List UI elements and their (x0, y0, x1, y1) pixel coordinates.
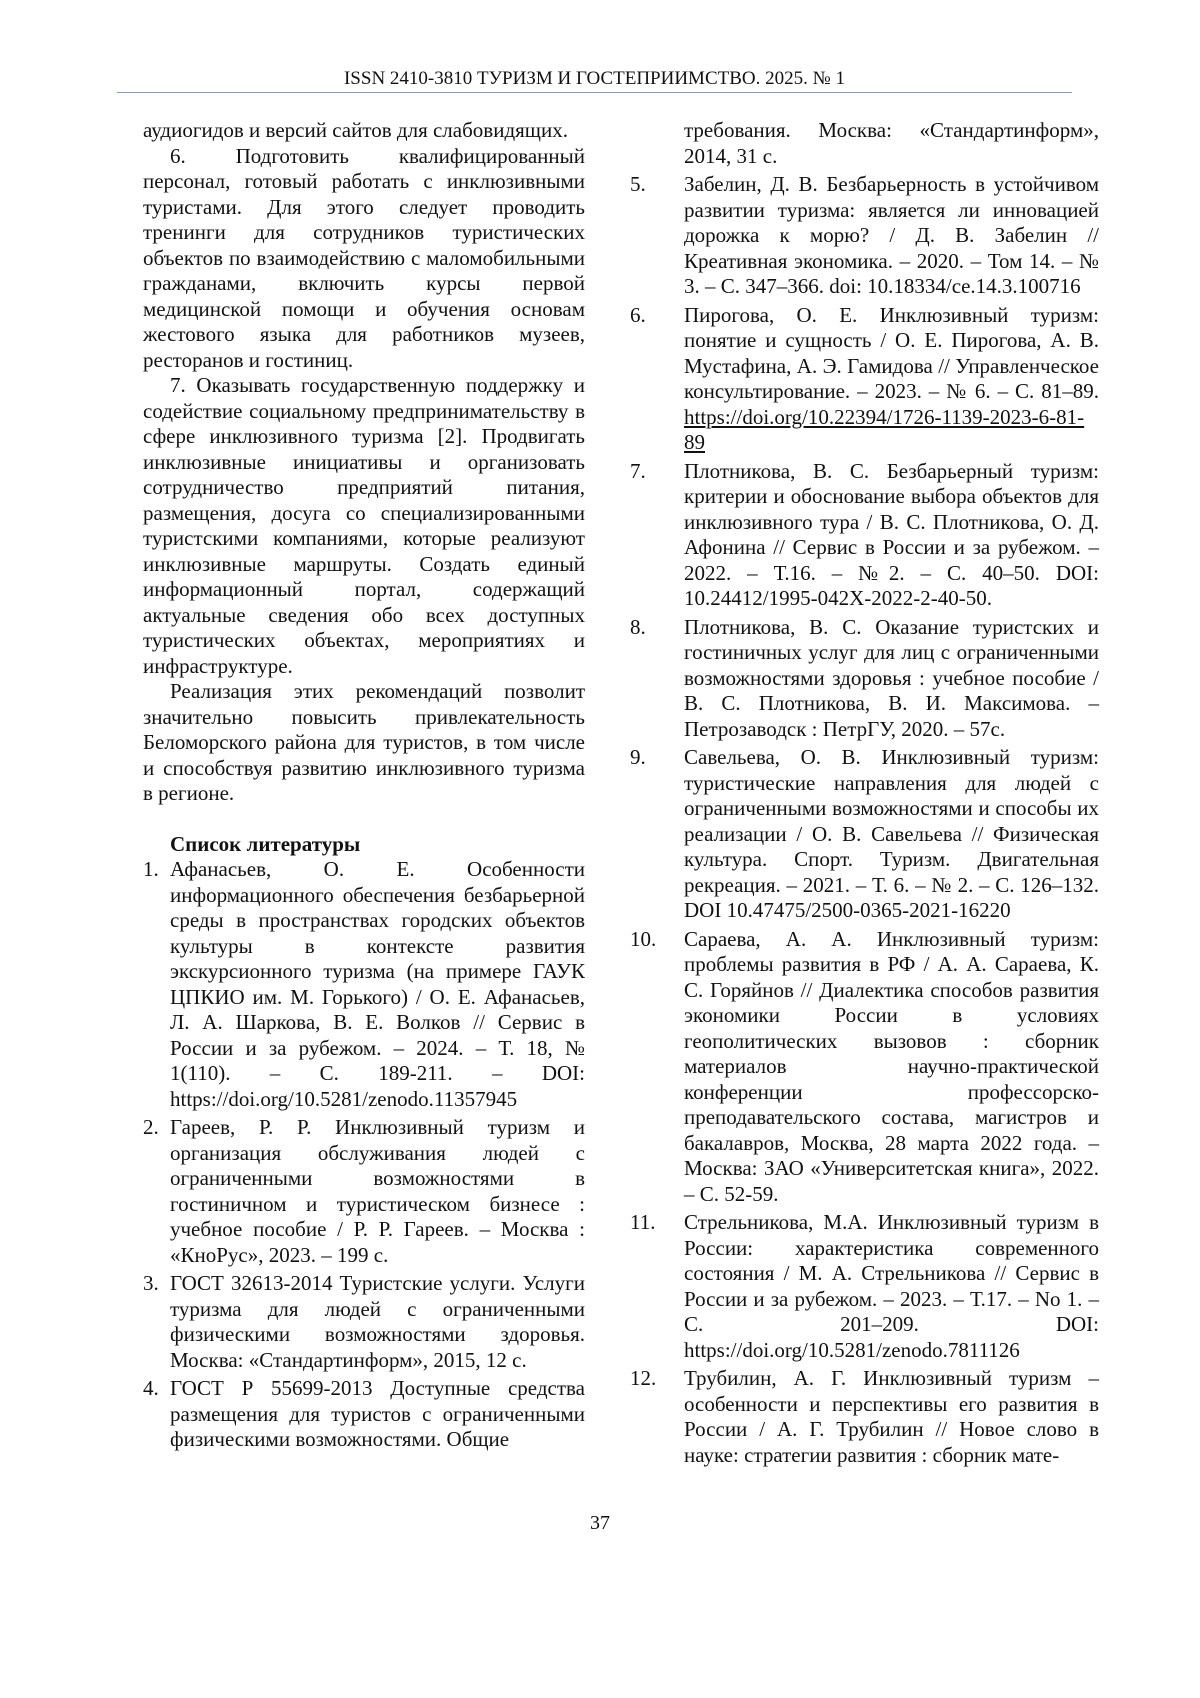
reference-number: 3. (143, 1271, 159, 1295)
references-list-left (143, 857, 585, 1453)
reference-item-4 (143, 1376, 585, 1453)
reference-number: 6. (630, 302, 646, 327)
reference-number: 7. (630, 458, 646, 483)
reference-item-1 (143, 857, 585, 1112)
page-number: 37 (590, 1512, 610, 1534)
reference-number: 11. (630, 1210, 656, 1234)
reference-text: Пирогова, О. Е. Инклюзивный туризм: понятие и сущность / О. Е. Пирогова, А. В. Мустафина, А. Э. Гамидова // Управленческое консультирование. – 2023. – № 6. – С. 81–89. (684, 302, 1099, 403)
reference-item-7 (630, 458, 1099, 612)
reference-doi-link[interactable]: https://doi.org/10.22394/1726-1139-2023-6-81-89 (684, 404, 1085, 454)
reference-text: Афанасьев, О. Е. Особенности информационного обеспечения безбарьерной среды в пространствах городских объектов культуры в контексте развития экскурсионного туризма (на примере ГАУК ЦПКИО им. М. Горького) / О. Е. Афанасьев, Л. А. Шаркова, В. Е. Волков // Сервис в России и за рубежом. – 2024. – Т. 18, № 1(110). – С. 189-211. – DOI: https://doi.org/10.5281/zenodo.11357945 (170, 857, 585, 1111)
reference-item-6 (630, 302, 1099, 456)
reference-number: 5. (630, 172, 646, 196)
right-column (630, 118, 1099, 1471)
reference-item-10 (630, 926, 1099, 1208)
recommendation-7: 7. Оказывать государственную поддержку и содействие социальному предпринимательству в сфере инклюзивного туризма [2]. Продвигать инклюзивные инициативы и организовать сотрудничество предприятий питания, размещения, досуга со специализированными туристскими компаниями, которые реализуют инклюзивные маршруты. Создать единый информационный портал, содержащий актуальные сведения обо всех доступных туристических объектах, мероприятиях и инфраструктуре. (143, 373, 585, 678)
references-heading: Список литературы (170, 831, 361, 856)
reference-text: Забелин, Д. В. Безбарьерность в устойчивом развитии туризма: является ли инновацией дорожка к морю? / Д. В. Забелин // Креативная экономика. – 2020. – Том 14. – № 3. – С. 347–366. doi: 10.18334/ce.14.3.100716 (684, 172, 1099, 298)
reference-item-9 (630, 745, 1099, 924)
reference-item-12 (630, 1366, 1099, 1468)
reference-text: Плотникова, В. С. Безбарьерный туризм: критерии и обоснование выбора объектов для инклюзивного тура / В. С. Плотникова, О. Д. Афонина // Сервис в России и за рубежом. –2022. – Т.16. – №2. – С. 40–50. DOI: 10.24412/1995-042X-2022-2-40-50. (684, 458, 1099, 610)
conclusion-paragraph: Реализация этих рекомендаций позволит значительно повысить привлекательность Беломорского района для туристов, в том числе и способствуя развитию инклюзивного туризма в регионе. (143, 679, 585, 805)
reference-item-5 (630, 172, 1099, 300)
reference-item-3 (143, 1271, 585, 1373)
reference-item-11 (630, 1210, 1099, 1363)
reference-text: ГОСТ 32613-2014 Туристские услуги. Услуги туризма для людей с ограниченными физическими возможностями здоровья. Москва: «Стандартинформ», 2015, 12 с. (170, 1271, 585, 1372)
reference-text: Савельева, О. В. Инклюзивный туризм: туристические направления для людей с ограниченными возможностями и способы их реализации / О. В. Савельева // Физическая культура. Спорт. Туризм. Двигательная рекреация. – 2021. – Т. 6. – № 2. – С. 126–132. DOI 10.47475/2500-0365-2021-16220 (684, 745, 1099, 922)
reference-text: Сараева, А. А. Инклюзивный туризм: проблемы развития в РФ / А. А. Сараева, К. С. Горяйнов // Диалектика способов развития экономики России в условиях геополитических вызовов : сборник материалов научно-практической конференции профессорско-преподавательского состава, магистров и бакалавров, Москва, 28 марта 2022 года. – Москва: ЗАО «Университетская книга», 2022. – С. 52-59. (684, 926, 1099, 1206)
recommendation-6: 6. Подготовить квалифицированный персонал, готовый работать с инклюзивными туристами. Для этого следует проводить тренинги для сотрудников туристических объектов по взаимодействию с маломобильными гражданами, включить курсы первой медицинской помощи и обучения основам жестового языка для работников музеев, ресторанов и гостиниц. (143, 143, 585, 372)
reference-text: Стрельникова, М.А. Инклюзивный туризм в России: характеристика современного состояния / М. А. Стрельникова // Сервис в России и за рубежом. – 2023. – Т.17. – No 1. – С. 201–209. DOI: https://doi.org/10.5281/zenodo.7811126 (684, 1210, 1099, 1362)
header-rule (117, 92, 1072, 93)
reference-item-8 (630, 614, 1099, 743)
continued-paragraph: аудиогидов и версий сайтов для слабовидящих. (143, 118, 568, 142)
reference-text: требования. Москва: «Стандартинформ», 2014, 31 с. (684, 118, 1099, 168)
reference-item-2 (143, 1115, 585, 1268)
left-column (143, 118, 585, 1456)
reference-item-4-continued (657, 118, 1099, 169)
reference-text: Трубилин, А. Г. Инклюзивный туризм – особенности и перспективы его развития в России / А. Г. Трубилин // Новое слово в науке: стратегии развития : сборник мате- (684, 1366, 1099, 1467)
reference-number: 4. (143, 1376, 159, 1400)
reference-text: Гареев, Р. Р. Инклюзивный туризм и организация обслуживания людей с ограниченными возможностями в гостиничном и туристическом бизнесе : учебное пособие / Р. Р. Гареев. – Москва : «КноРус», 2023. – 199 с. (170, 1115, 585, 1267)
reference-text: Плотникова, В. С. Оказание туристских и гостиничных услуг для лиц с ограниченными возможностями здоровья : учебное пособие / В. С. Плотникова, В. И. Максимова. – Петрозаводск : ПетрГУ, 2020. – 57с. (684, 614, 1099, 741)
reference-number: 12. (630, 1366, 657, 1390)
reference-text: ГОСТ Р 55699-2013 Доступные средства размещения для туристов с ограниченными физическими возможностями. Общие (170, 1376, 585, 1451)
reference-number: 9. (630, 745, 646, 769)
reference-number: 2. (143, 1115, 159, 1139)
reference-number: 1. (143, 857, 159, 881)
reference-number: 10. (630, 926, 657, 951)
references-list-right (630, 118, 1099, 1468)
running-header: ISSN 2410-3810 ТУРИЗМ И ГОСТЕПРИИМСТВО. 2025. № 1 (343, 68, 845, 89)
reference-number: 8. (630, 614, 646, 639)
